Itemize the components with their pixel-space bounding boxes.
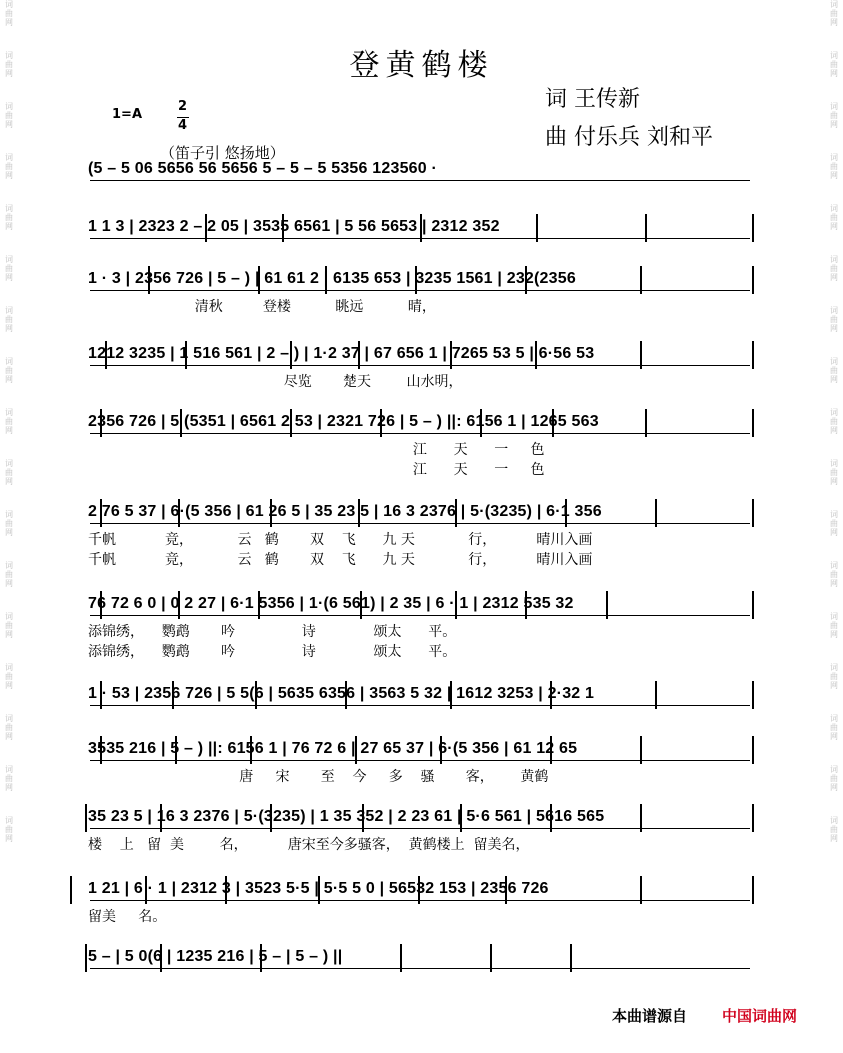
- barline: [752, 499, 754, 527]
- barline: [752, 804, 754, 832]
- barline: [752, 736, 754, 764]
- watermark-text: 词曲网: [5, 0, 13, 27]
- lyric-line: 添锦绣， 鹦鹉 吟 诗 颂太 平。: [88, 624, 457, 640]
- barline: [752, 341, 754, 369]
- meter-bottom: 4: [178, 118, 188, 133]
- watermark-right: [827, 0, 841, 1053]
- watermark-text: 词曲网: [830, 612, 838, 639]
- rhythm-underline: [90, 290, 750, 291]
- watermark-text: 词曲网: [5, 561, 13, 588]
- watermark-text: 词曲网: [5, 612, 13, 639]
- score-row: [80, 270, 760, 315]
- notation-line: 1 21 | 6 · 1 | 2312 3 | 3523 5·5 | 5·5 5 0 | 56532 153 | 2356 726: [88, 880, 549, 897]
- score-row: [80, 880, 760, 925]
- barline: [752, 409, 754, 437]
- notation-line: 3535 216 | 5 – ) ||: 6156 1 | 76 72 6 | 27 65 37 | 6·(5 356 | 61 12 65: [88, 740, 578, 757]
- score-row: [80, 808, 760, 853]
- notation-line: 76 72 6 0 | 0 2 27 | 6·1 5356 | 1·(6 561) | 2 35 | 6 · 1 | 2312 535 32: [88, 595, 574, 612]
- watermark-text: 词曲网: [830, 510, 838, 537]
- lyricist-credit: 词 王传新: [545, 87, 640, 112]
- score-row: [80, 595, 760, 660]
- notation-line: 35 23 5 | 16 3 2376 | 5·(3235) | 1 35 352 | 2 23 61 | 5·6 561 | 5616 565: [88, 808, 605, 825]
- score-row: [80, 948, 760, 988]
- score-row: [80, 685, 760, 725]
- watermark-text: 词曲网: [830, 204, 838, 231]
- source-site[interactable]: 中国词曲网: [722, 1007, 798, 1025]
- watermark-text: 词曲网: [5, 510, 13, 537]
- rhythm-underline: [90, 433, 750, 434]
- watermark-text: 词曲网: [830, 714, 838, 741]
- notation-line: 1 · 53 | 2356 726 | 5 5(6 | 5635 6356 | 3563 5 32 | 1612 3253 | 2·32 1: [88, 685, 595, 702]
- rhythm-underline: [90, 828, 750, 829]
- watermark-text: 词曲网: [5, 459, 13, 486]
- watermark-text: 词曲网: [5, 408, 13, 435]
- watermark-text: 词曲网: [5, 153, 13, 180]
- watermark-text: 词曲网: [830, 765, 838, 792]
- rhythm-underline: [90, 615, 750, 616]
- watermark-text: 词曲网: [830, 0, 838, 27]
- rhythm-underline: [90, 968, 750, 969]
- barline: [752, 591, 754, 619]
- watermark-text: 词曲网: [830, 51, 838, 78]
- watermark-text: 词曲网: [5, 102, 13, 129]
- barline: [752, 681, 754, 709]
- key-signature: 1=A: [112, 107, 142, 122]
- meter-top: 2: [178, 99, 188, 114]
- watermark-left: [2, 0, 16, 1053]
- watermark-text: 词曲网: [830, 153, 838, 180]
- barline: [752, 214, 754, 242]
- score-row: [80, 218, 760, 258]
- watermark-text: 词曲网: [830, 459, 838, 486]
- intro-marking: （笛子引 悠扬地）: [160, 144, 285, 162]
- rhythm-underline: [90, 760, 750, 761]
- notation-line: 2 76 5 37 | 6·(5 356 | 61 26 5 | 35 23 5 | 16 3 2376 | 5·(3235) | 6·1 356: [88, 503, 602, 520]
- notation-line: 1212 3235 | 1 516 561 | 2 – ) | 1·2 37 | 67 656 1 | 7265 53 5 | 6·56 53: [88, 345, 595, 362]
- rhythm-underline: [90, 180, 750, 181]
- watermark-text: 词曲网: [830, 102, 838, 129]
- watermark-text: 词曲网: [5, 765, 13, 792]
- lyric-line: 添锦绣， 鹦鹉 吟 诗 颂太 平。: [88, 644, 457, 660]
- song-title: 登黄鹤楼: [349, 48, 494, 83]
- rhythm-underline: [90, 900, 750, 901]
- rhythm-underline: [90, 365, 750, 366]
- watermark-text: 词曲网: [830, 255, 838, 282]
- watermark-text: 词曲网: [5, 306, 13, 333]
- score-row: [80, 503, 760, 568]
- barline: [85, 944, 87, 972]
- lyric-line: 千帆 竞， 云 鹤 双 飞 九 天 行， 晴川入画: [88, 552, 593, 568]
- barline: [70, 876, 72, 904]
- watermark-text: 词曲网: [5, 51, 13, 78]
- lyric-line: 江 天 一 色: [88, 442, 545, 458]
- score-row: [80, 160, 760, 200]
- lyric-line: 清秋 登楼 眺远 晴，: [88, 299, 436, 315]
- watermark-text: 词曲网: [830, 408, 838, 435]
- watermark-text: 词曲网: [5, 357, 13, 384]
- score-row: [80, 740, 760, 785]
- watermark-text: 词曲网: [5, 714, 13, 741]
- watermark-text: 词曲网: [830, 663, 838, 690]
- lyric-line: 楼 上 留 美 名， 唐宋至今多骚客， 黄鹤楼上 留美名，: [88, 837, 530, 853]
- watermark-text: 词曲网: [5, 663, 13, 690]
- rhythm-underline: [90, 705, 750, 706]
- score-row: [80, 413, 760, 478]
- watermark-text: 词曲网: [5, 204, 13, 231]
- notation-line: (5 – 5 06 5656 56 5656 5 – 5 – 5 5356 123560 ·: [88, 160, 438, 177]
- lyric-line: 尽览 楚天 山水明，: [88, 374, 463, 390]
- lyric-line: 江 天 一 色: [88, 462, 545, 478]
- rhythm-underline: [90, 523, 750, 524]
- watermark-text: 词曲网: [830, 306, 838, 333]
- notation-line: 2356 726 | 5 (5351 | 6561 2 53 | 2321 726 | 5 – ) ||: 6156 1 | 1265 563: [88, 413, 599, 430]
- barline: [752, 266, 754, 294]
- watermark-text: 词曲网: [830, 816, 838, 843]
- rhythm-underline: [90, 238, 750, 239]
- notation-line: 1 1 3 | 2323 2 – 2 05 | 3535 6561 | 5 56 5653 | 2312 352: [88, 218, 500, 235]
- lyric-line: 唐 宋 至 今 多 骚 客， 黄鹤: [88, 769, 549, 785]
- composer-credit: 曲 付乐兵 刘和平: [545, 125, 713, 150]
- lyric-line: 千帆 竞， 云 鹤 双 飞 九 天 行， 晴川入画: [88, 532, 593, 548]
- notation-line: 5 – | 5 0(6 | 1235 216 | 5 – | 5 – ) ||: [88, 948, 343, 965]
- lyric-line: 留美 名。: [88, 909, 167, 925]
- watermark-text: 词曲网: [5, 255, 13, 282]
- barline: [85, 804, 87, 832]
- watermark-text: 词曲网: [830, 357, 838, 384]
- watermark-text: 词曲网: [830, 561, 838, 588]
- source-label: 本曲谱源自: [612, 1007, 688, 1025]
- score-row: [80, 345, 760, 390]
- barline: [752, 876, 754, 904]
- notation-line: 1 · 3 | 2356 726 | 5 – ) | 61 61 2 | 6135 653 | 3235 1561 | 232(2356: [88, 270, 576, 287]
- watermark-text: 词曲网: [5, 816, 13, 843]
